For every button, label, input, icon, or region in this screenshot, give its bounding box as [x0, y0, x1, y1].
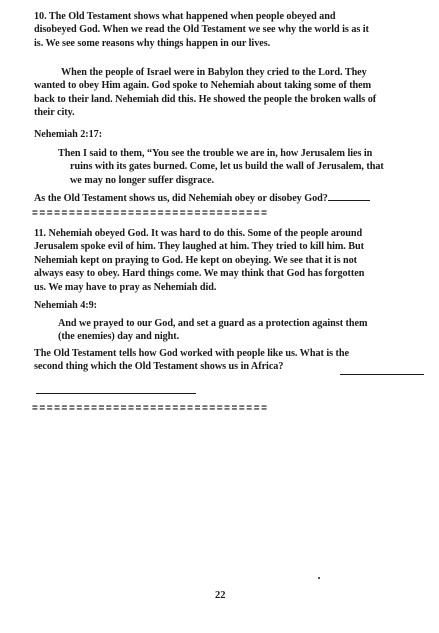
- text-line: And we prayed to our God, and set a guard as a protection against them: [58, 318, 368, 329]
- scripture-quote-2: [58, 317, 367, 344]
- text-line: When the people of Israel were in Babylon they cried to the Lord. They: [61, 67, 367, 78]
- page-number: 22: [215, 590, 226, 601]
- answer-blank-2a[interactable]: [340, 374, 424, 375]
- text-line: us. We may have to pray as Nehemiah did.: [34, 281, 217, 293]
- text-line: always easy to obey. Hard things come. We may think that God has forgotten: [34, 268, 365, 280]
- text-line: 10. The Old Testament shows what happened when people obeyed and: [34, 11, 336, 22]
- answer-blank-2b[interactable]: [36, 393, 196, 394]
- text-line: 11. Nehemiah obeyed God. It was hard to do this. Some of the people around: [34, 228, 363, 239]
- divider-rule: ================================: [32, 403, 269, 414]
- question-1: [34, 189, 370, 205]
- scripture-reference-2: [34, 299, 97, 312]
- babylon-paragraph: [34, 66, 376, 120]
- question-2: [34, 347, 349, 374]
- text-line: we may no longer suffer disgrace.: [70, 174, 214, 186]
- text-line: back to their land. Nehemiah did this. He showed the people the broken walls of: [34, 93, 377, 105]
- text-line: Then I said to them, “You see the trouble we are in, how Jerusalem lies in: [58, 148, 373, 159]
- reference-text: Nehemiah 4:9:: [34, 300, 98, 311]
- reference-text: Nehemiah 2:17:: [34, 129, 103, 140]
- scan-speck: [318, 577, 320, 579]
- question-text: As the Old Testament shows us, did Nehemiah obey or disobey God?: [34, 193, 328, 204]
- answer-blank-1[interactable]: [328, 189, 370, 201]
- text-line: second thing which the Old Testament shows us in Africa?: [34, 361, 284, 373]
- text-line: ruins with its gates burned. Come, let us build the wall of Jerusalem, that: [70, 161, 384, 173]
- section-11-paragraph: [34, 227, 364, 294]
- text-line: Nehemiah kept on praying to God. He kept on obeying. We see that it is not: [34, 254, 357, 266]
- text-line: (the enemies) day and night.: [58, 331, 180, 343]
- text-line: Jerusalem spoke evil of him. They laughed at him. They tried to kill him. But: [34, 241, 365, 253]
- section-10-paragraph: [34, 10, 369, 50]
- text-line: their city.: [34, 107, 75, 119]
- text-line: is. We see some reasons why things happen in our lives.: [34, 37, 271, 49]
- text-line: The Old Testament tells how God worked with people like us. What is the: [34, 348, 349, 359]
- scripture-reference-1: [34, 128, 102, 141]
- divider-rule: ================================: [32, 208, 269, 219]
- text-line: wanted to obey Him again. God spoke to Nehemiah about taking some of them: [34, 80, 372, 92]
- scripture-quote-1: [58, 147, 384, 187]
- text-line: disobeyed God. When we read the Old Testament we see why the world is as it: [34, 24, 369, 36]
